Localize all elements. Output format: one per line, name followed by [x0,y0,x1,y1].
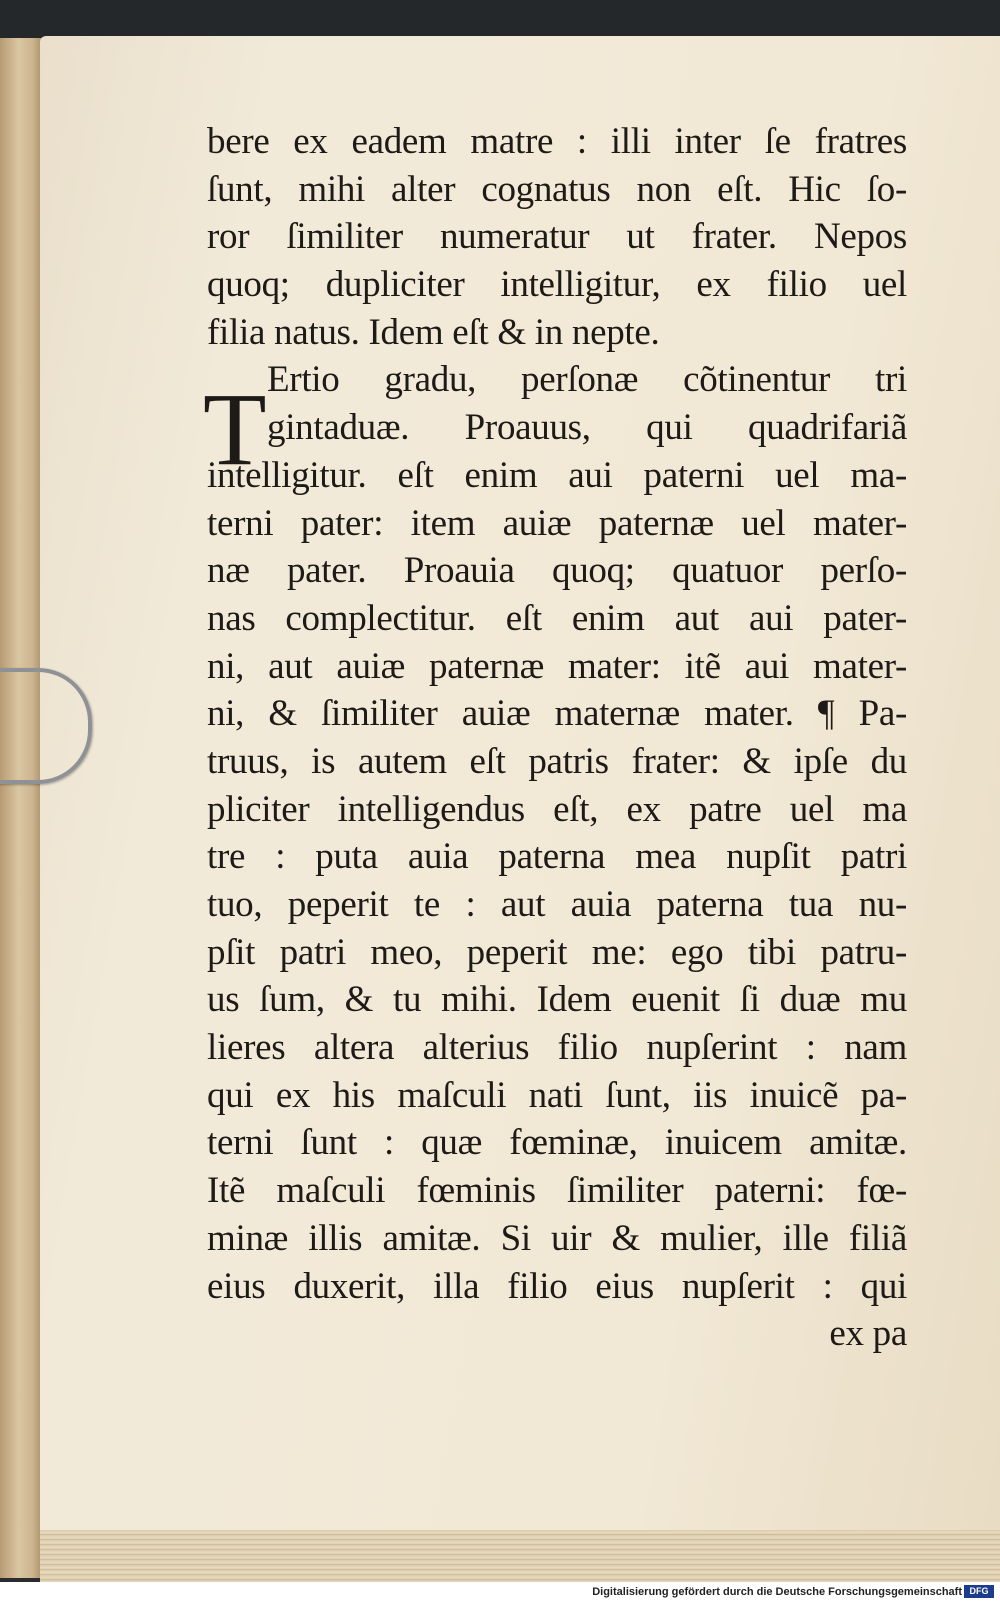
text-line: qui ex his maſculi nati ſunt, iis inuicẽ pa- [207,1074,907,1116]
text-line: pliciter intelligendus eſt, ex patre uel ma [207,788,907,830]
text-line: pſit patri meo, peperit me: ego tibi patru- [207,931,907,973]
text-line: terni pater: item auiæ paternæ uel mater- [207,502,907,544]
drop-capital: T [203,372,267,487]
digitization-credit: Digitalisierung gefördert durch die Deutsche Forschungsgemeinschaft [592,1586,962,1598]
text-line: næ pater. Proauia quoq; quatuor perſo- [207,550,907,592]
catchword: ex pa [829,1313,907,1355]
text-line: terni ſunt : quæ fœminæ, inuicem amitæ. [207,1122,907,1164]
text-line: minæ illis amitæ. Si uir & mulier, ille filiã [207,1217,907,1259]
text-line: filia natus. Idem eſt & in nepte. [207,311,660,353]
text-line: tre : puta auia paterna mea nupſit patri [207,836,907,878]
text-line: ni, aut auiæ paternæ mater: itẽ aui mater- [207,645,907,687]
text-line: lieres altera alterius filio nupſerint : nam [207,1027,907,1069]
text-line: ſunt, mihi alter cognatus non eſt. Hic ſo- [207,168,907,210]
text-line: nas complectitur. eſt enim aut aui pater- [207,597,907,639]
page-edges [40,1530,1000,1582]
text-line: truus, is autem eſt patris frater: & ipſe du [207,740,907,782]
text-line: Ertio gradu, perſonæ cõtinentur tri [267,359,907,401]
text-line: gintaduæ. Proauus, qui quadrifariã [267,407,907,449]
text-block [207,118,907,1358]
text-line: us ſum, & tu mihi. Idem euenit ſi duæ mu [207,979,907,1021]
text-line: Itẽ maſculi fœminis ſimiliter paterni: fœ- [207,1170,907,1212]
text-line: bere ex eadem matre : illi inter ſe fratres [207,121,907,162]
dfg-logo: DFG [964,1585,994,1598]
text-line: ni, & ſimiliter auiæ maternæ mater. ¶ Pa- [207,693,907,735]
text-line: quoq; dupliciter intelligitur, ex filio uel [207,264,907,306]
text-line: tuo, peperit te : aut auia paterna tua nu- [207,884,907,925]
text-line: ror ſimiliter numeratur ut frater. Nepos [207,216,907,258]
text-line: intelligitur. eſt enim aui paterni uel ma- [207,454,907,496]
text-line: eius duxerit, illa filio eius nupſerit : qui [207,1265,907,1307]
